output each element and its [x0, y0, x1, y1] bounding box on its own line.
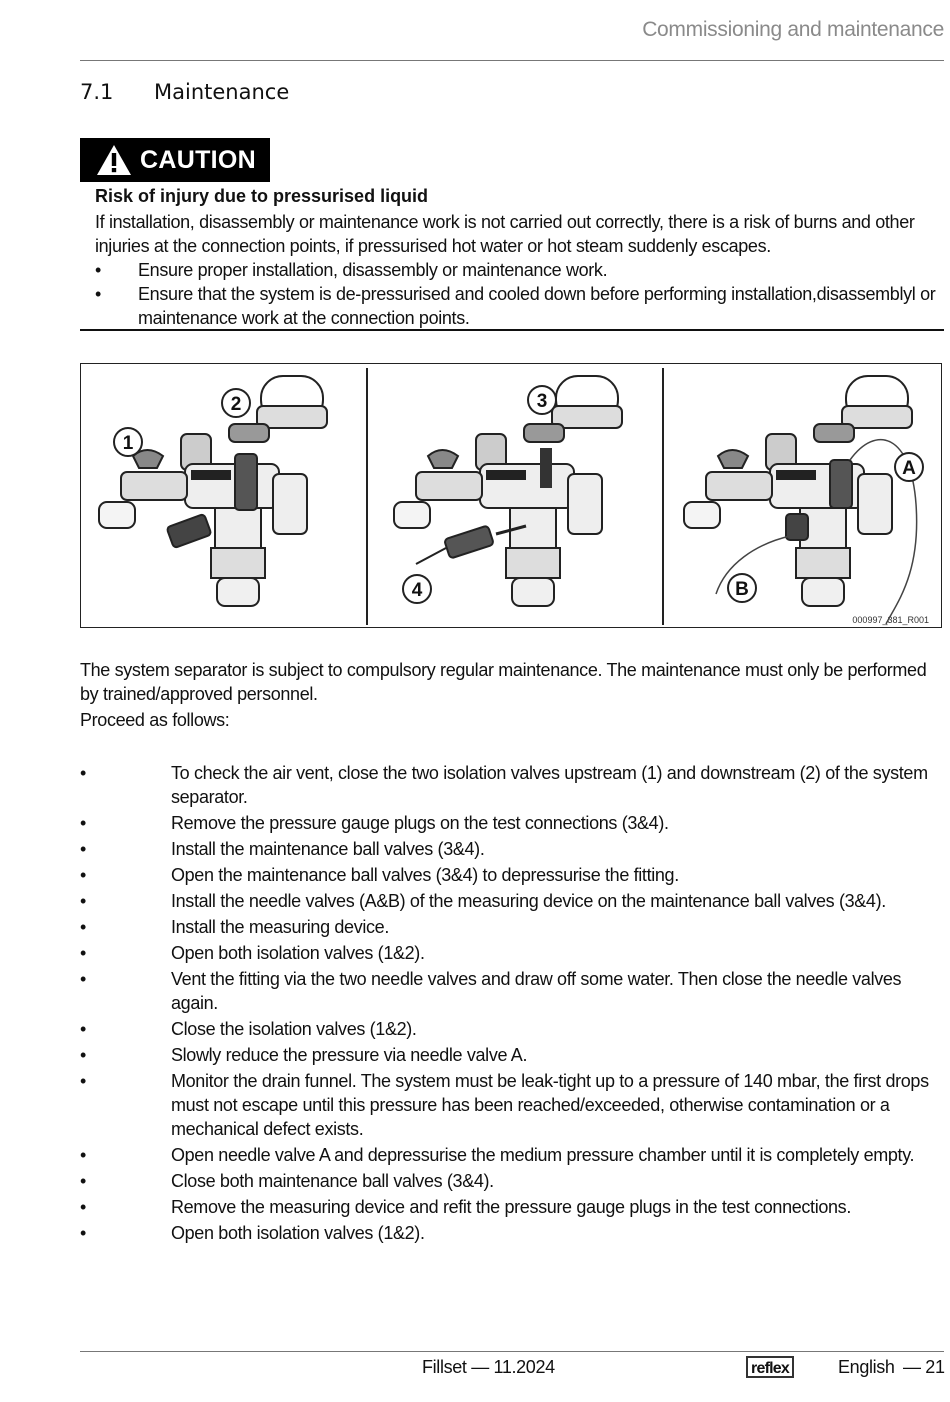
- proceed-text: Proceed as follows:: [80, 710, 230, 730]
- step-item: • Close both maintenance ball valves (3&4).: [80, 1169, 946, 1193]
- header-rule: [80, 60, 944, 61]
- callout-2: 2: [230, 394, 242, 415]
- panel-3: [684, 376, 917, 624]
- callout-b: B: [735, 579, 749, 600]
- step-item: • Install the maintenance ball valves (3&4).: [80, 837, 946, 861]
- section-number: 7.1: [80, 80, 114, 104]
- figure-code: 000997_381_R001: [852, 615, 929, 625]
- callout-1: 1: [122, 433, 134, 454]
- step-item: • Slowly reduce the pressure via needle valve A.: [80, 1043, 946, 1067]
- step-item: • Open both isolation valves (1&2).: [80, 941, 946, 965]
- step-item: • Vent the fitting via the two needle valves and draw off some water. Then close the needle valves again.: [80, 967, 946, 1015]
- step-item: • To check the air vent, close the two isolation valves upstream (1) and downstream (2) of the system separator.: [80, 761, 946, 809]
- footer-document: Fillset — 11.2024: [422, 1357, 555, 1377]
- callout-4: 4: [411, 580, 423, 601]
- step-item: • Open the maintenance ball valves (3&4) to depressurise the fitting.: [80, 863, 946, 887]
- caution-title: Risk of injury due to pressurised liquid: [95, 186, 429, 206]
- step-item: • Install the measuring device.: [80, 915, 946, 939]
- caution-text: If installation, disassembly or maintenance work is not carried out correctly, there is a risk of burns and other injuries at the connection points, if pressurised hot water or hot steam suddenly escapes.: [95, 212, 915, 256]
- step-item: • Close the isolation valves (1&2).: [80, 1017, 946, 1041]
- intro-paragraph: The system separator is subject to compulsory regular maintenance. The maintenance must only be performed by trained/approved personnel.: [80, 660, 927, 704]
- panel-1: [99, 376, 327, 606]
- reflex-logo: reflex: [746, 1356, 794, 1378]
- step-item: • Remove the pressure gauge plugs on the test connections (3&4).: [80, 811, 946, 835]
- valve-illustration: [81, 364, 940, 626]
- page-number: — 21: [903, 1357, 945, 1377]
- caution-rule: [80, 329, 944, 331]
- step-item: • Open needle valve A and depressurise the medium pressure chamber until it is completely empty.: [80, 1143, 946, 1167]
- panel-2: [394, 376, 622, 606]
- step-item: • Open both isolation valves (1&2).: [80, 1221, 946, 1245]
- maintenance-figure: [80, 363, 942, 628]
- step-item: • Monitor the drain funnel. The system must be leak-tight up to a pressure of 140 mbar, the first drops must not escape until this pressure has been reached/exceeded, otherwise contamination or a mechanical defect exists.: [80, 1069, 946, 1141]
- step-item: • Remove the measuring device and refit the pressure gauge plugs in the test connections.: [80, 1195, 946, 1219]
- figure-divider: [662, 368, 664, 625]
- step-item: • Install the needle valves (A&B) of the measuring device on the maintenance ball valves (3&4).: [80, 889, 946, 913]
- caution-label: CAUTION: [140, 145, 256, 174]
- caution-banner: [80, 138, 270, 182]
- callout-3: 3: [536, 391, 548, 412]
- running-header: Commissioning and maintenance: [642, 18, 944, 41]
- footer-language: English: [838, 1357, 895, 1377]
- warning-triangle-icon: [96, 144, 132, 176]
- footer-rule: [80, 1351, 944, 1352]
- maintenance-steps: [80, 761, 946, 1247]
- caution-item: • Ensure proper installation, disassembly or maintenance work.: [95, 258, 940, 282]
- figure-divider: [366, 368, 368, 625]
- caution-item: • Ensure that the system is de-pressurised and cooled down before performing installation,disassemblyl or maintenance work at the connection points.: [95, 282, 940, 330]
- caution-list: [95, 258, 940, 330]
- section-title: Maintenance: [154, 80, 290, 104]
- callout-a: A: [902, 458, 916, 479]
